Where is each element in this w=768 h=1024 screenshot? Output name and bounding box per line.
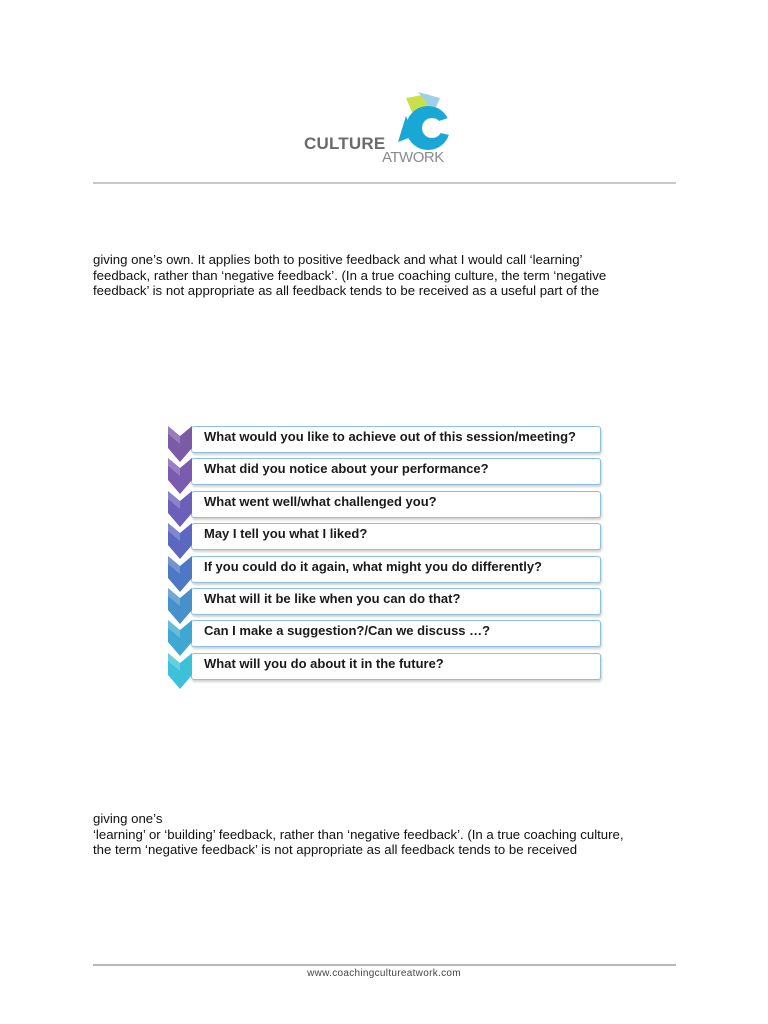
question-label: What will you do about it in the future?	[204, 655, 444, 671]
question-step	[166, 424, 604, 456]
question-step	[166, 651, 604, 683]
question-step	[166, 618, 604, 650]
paragraph-line: ‘learning’ or ‘building’ feedback, rather than ‘negative feedback’. (In a true coaching culture,	[93, 826, 624, 842]
question-label: What did you notice about your performance?	[204, 461, 489, 477]
question-step	[166, 554, 604, 586]
question-label: What went well/what challenged you?	[204, 493, 437, 509]
question-label: If you could do it again, what might you do differently?	[204, 558, 542, 574]
question-label: Can I make a suggestion?/Can we discuss …?	[204, 623, 491, 639]
paragraph-line: giving one’s own. It applies both to positive feedback and what I would call ‘learning’	[93, 252, 583, 267]
question-step	[166, 489, 604, 521]
closing-paragraph	[93, 811, 683, 858]
chevron-down-icon	[166, 651, 194, 691]
question-step	[166, 586, 604, 618]
header-divider	[93, 182, 676, 184]
question-step	[166, 521, 604, 553]
logo-text-atwork: ATWORK	[382, 149, 444, 166]
footer-url: www.coachingcultureatwork.com	[307, 968, 461, 979]
footer-divider	[93, 964, 676, 966]
logo-text-culture: CULTURE	[304, 134, 386, 153]
intro-paragraph	[93, 252, 683, 299]
paragraph-line: feedback, rather than ‘negative feedback’. (In a true coaching culture, the term ‘negative	[93, 267, 607, 283]
question-step	[166, 456, 604, 488]
question-label: May I tell you what I liked?	[204, 526, 368, 542]
paragraph-line: giving one’s	[93, 811, 163, 826]
paragraph-line: the term ‘negative feedback’ is not appropriate as all feedback tends to be received	[93, 842, 578, 858]
culture-at-work-logo	[300, 90, 470, 170]
paragraph-line: feedback’ is not appropriate as all feedback tends to be received as a useful part of the	[93, 283, 600, 299]
question-label: What would you like to achieve out of this session/meeting?	[204, 429, 576, 444]
coaching-questions-diagram	[166, 424, 604, 683]
question-label: What will it be like when you can do that?	[204, 590, 461, 606]
